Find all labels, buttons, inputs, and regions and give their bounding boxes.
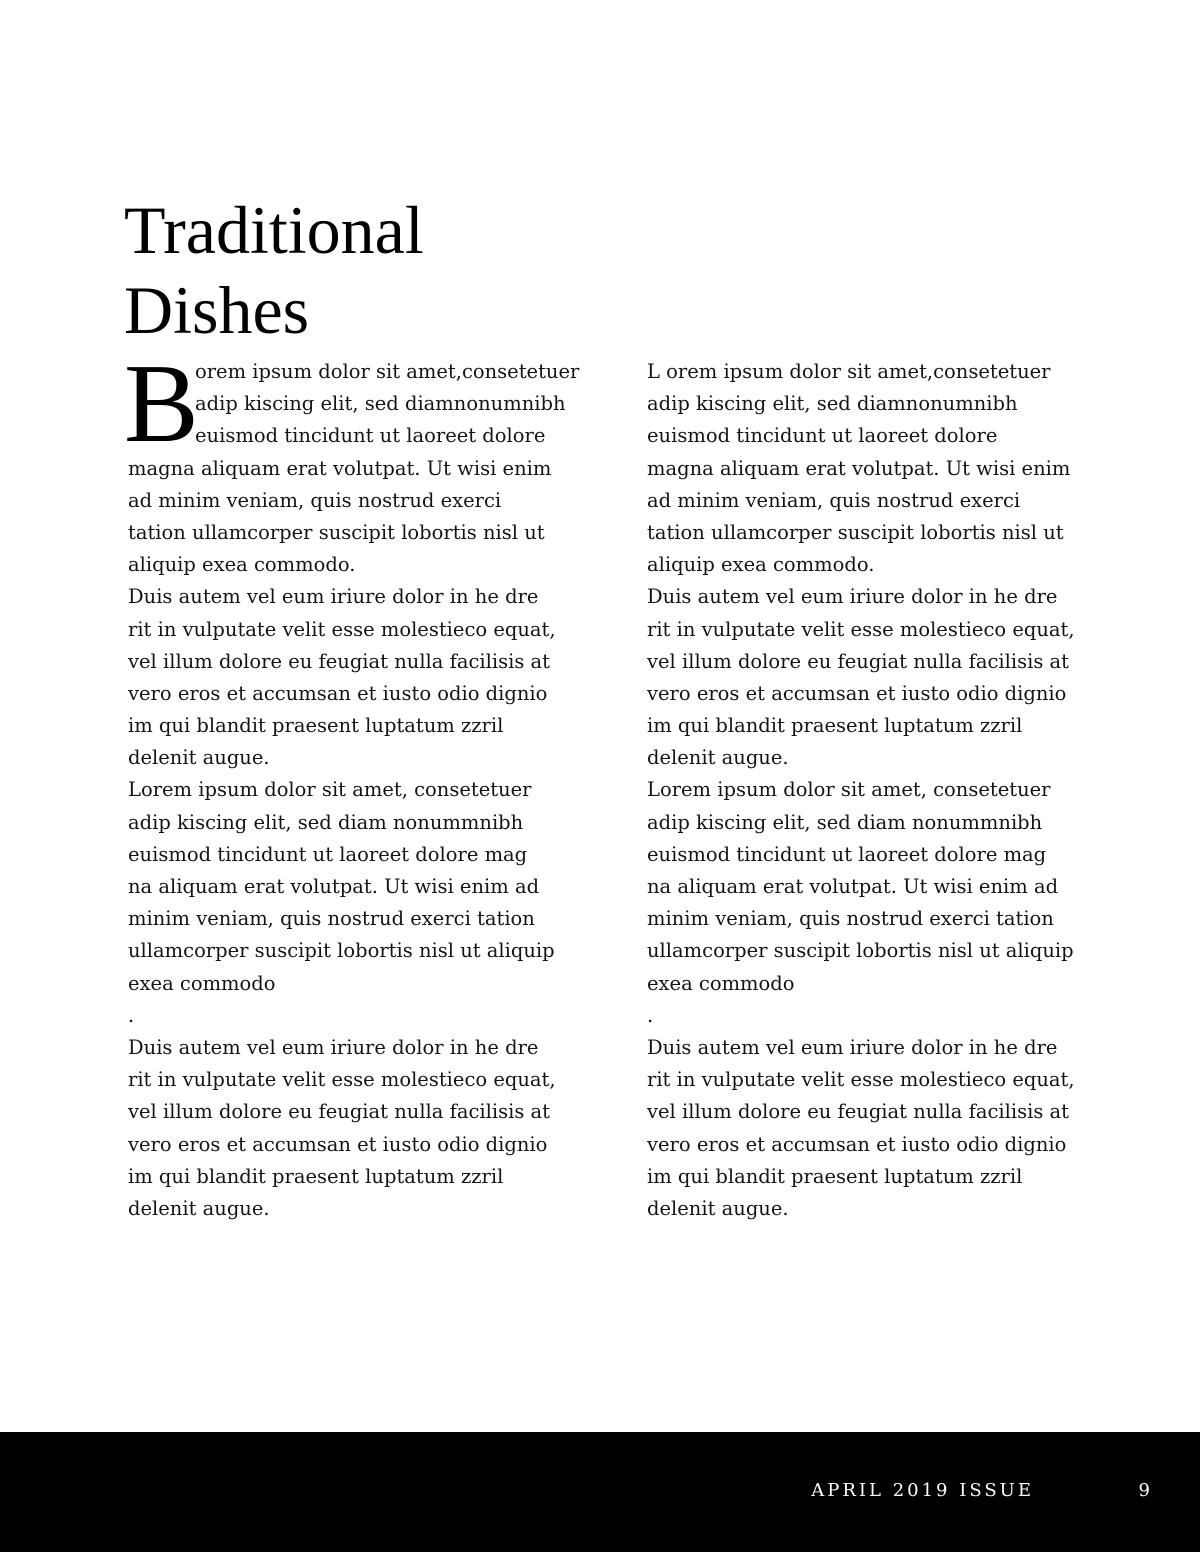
text-line: magna aliquam erat volutpat. Ut wisi enim xyxy=(128,456,552,480)
text-line: Duis autem vel eum iriure dolor in he dre xyxy=(647,585,1058,609)
drop-cap: B xyxy=(124,342,199,466)
text-line: tation ullamcorper suscipit lobortis nisl ut xyxy=(647,520,1064,544)
text-line: vel illum dolore eu feugiat nulla facilisis at xyxy=(128,1100,551,1124)
text-line: magna aliquam erat volutpat. Ut wisi enim xyxy=(647,456,1071,480)
text-line: euismod tincidunt ut laoreet dolore mag xyxy=(647,842,1047,866)
text-line: im qui blandit praesent luptatum zzril xyxy=(647,714,1023,738)
text-line: aliquip exea commodo. xyxy=(128,553,356,577)
article-column-right xyxy=(647,356,1117,1225)
text-line: na aliquam erat volutpat. Ut wisi enim ad xyxy=(647,875,1059,898)
text-line: aliquip exea commodo. xyxy=(647,553,875,577)
text-line: vero eros et accumsan et iusto odio dignio xyxy=(647,681,1067,705)
text-line: adip kiscing elit, sed diam nonummnibh xyxy=(128,810,524,834)
text-line: ullamcorper suscipit lobortis nisl ut aliquip xyxy=(128,939,555,963)
text-line: L orem ipsum dolor sit amet,consetetuer xyxy=(647,360,1051,383)
text-line: vero eros et accumsan et iusto odio dignio xyxy=(128,681,548,705)
text-line: vel illum dolore eu feugiat nulla facilisis at xyxy=(647,649,1070,673)
text-line: adip kiscing elit, sed diamnonumnibh xyxy=(195,392,566,416)
footer-bar xyxy=(0,1432,1200,1552)
text-line: adip kiscing elit, sed diamnonumnibh xyxy=(647,392,1018,416)
text-line: vero eros et accumsan et iusto odio dignio xyxy=(647,1132,1067,1156)
text-line: Duis autem vel eum iriure dolor in he dre xyxy=(647,1035,1058,1059)
text-line: euismod tincidunt ut laoreet dolore xyxy=(647,424,998,448)
text-line: rit in vulputate velit esse molestieco equat, xyxy=(647,617,1075,641)
text-line: euismod tincidunt ut laoreet dolore mag xyxy=(128,842,528,866)
text-line: Duis autem vel eum iriure dolor in he dre xyxy=(128,1035,539,1059)
text-line: . xyxy=(128,1003,135,1027)
text-line: exea commodo xyxy=(647,971,795,995)
text-line: delenit augue. xyxy=(128,1196,270,1220)
text-line: rit in vulputate velit esse molestieco equat, xyxy=(128,1068,556,1092)
text-line: minim veniam, quis nostrud exerci tation xyxy=(128,907,535,931)
text-line: vel illum dolore eu feugiat nulla facilisis at xyxy=(647,1100,1070,1124)
text-line: exea commodo xyxy=(128,971,276,995)
text-line: vel illum dolore eu feugiat nulla facilisis at xyxy=(128,649,551,673)
text-line: Lorem ipsum dolor sit amet, consetetuer xyxy=(128,778,532,802)
text-line: im qui blandit praesent luptatum zzril xyxy=(128,714,504,738)
text-line: minim veniam, quis nostrud exerci tation xyxy=(647,907,1054,931)
text-line: im qui blandit praesent luptatum zzril xyxy=(647,1164,1023,1188)
page-title-line-2: Dishes xyxy=(124,272,310,348)
text-line: rit in vulputate velit esse molestieco equat, xyxy=(647,1068,1075,1092)
page-title xyxy=(124,190,424,350)
page-title-line-1: Traditional xyxy=(124,192,424,268)
text-line: ad minim veniam, quis nostrud exerci xyxy=(647,488,1021,512)
text-line: na aliquam erat volutpat. Ut wisi enim ad xyxy=(128,875,540,898)
page-number: 9 xyxy=(1138,1480,1150,1501)
text-line: Lorem ipsum dolor sit amet, consetetuer xyxy=(647,778,1051,802)
text-line: ad minim veniam, quis nostrud exerci xyxy=(128,488,502,512)
text-line: adip kiscing elit, sed diam nonummnibh xyxy=(647,810,1043,834)
text-line: rit in vulputate velit esse molestieco equat, xyxy=(128,617,556,641)
text-line: delenit augue. xyxy=(647,746,789,770)
text-line: vero eros et accumsan et iusto odio dignio xyxy=(128,1132,548,1156)
text-line: ullamcorper suscipit lobortis nisl ut aliquip xyxy=(647,939,1074,963)
text-line: Duis autem vel eum iriure dolor in he dre xyxy=(128,585,539,609)
text-line: delenit augue. xyxy=(647,1196,789,1220)
article-column-left xyxy=(124,342,598,1225)
text-line: euismod tincidunt ut laoreet dolore xyxy=(195,424,546,448)
text-line: delenit augue. xyxy=(128,746,270,770)
text-line: tation ullamcorper suscipit lobortis nisl ut xyxy=(128,520,545,544)
text-line: orem ipsum dolor sit amet,consetetuer xyxy=(195,360,580,383)
text-line: im qui blandit praesent luptatum zzril xyxy=(128,1164,504,1188)
text-line: . xyxy=(647,1003,654,1027)
issue-label: APRIL 2019 ISSUE xyxy=(811,1480,1034,1501)
